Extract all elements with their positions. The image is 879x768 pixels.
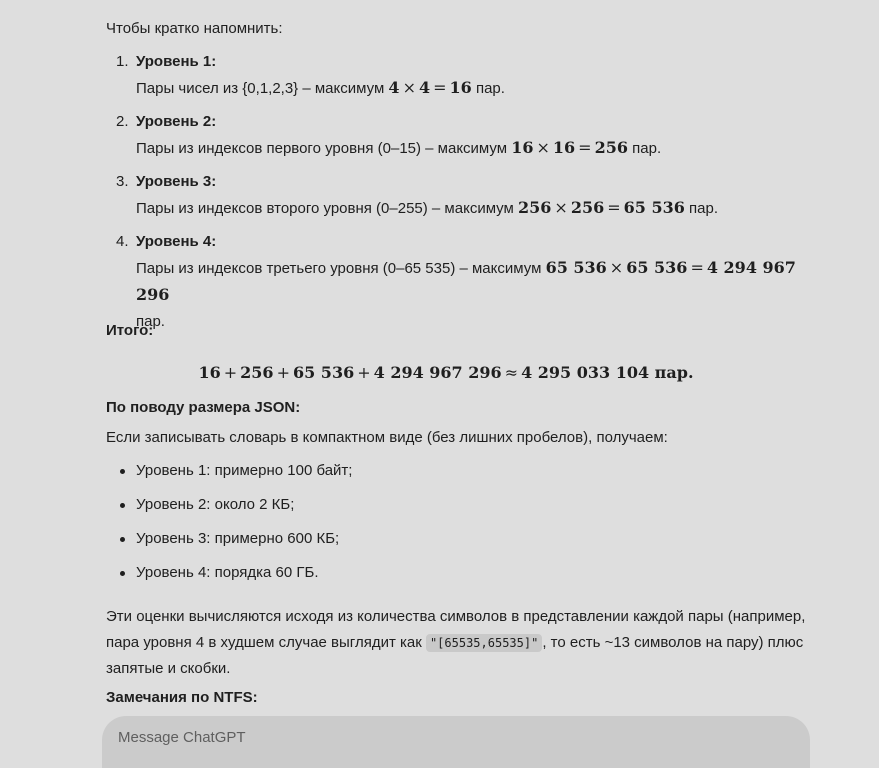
- message-composer[interactable]: [102, 716, 810, 768]
- list-item: Уровень 3: примерно 600 КБ;: [136, 526, 352, 552]
- math-result: 65 536: [623, 198, 685, 217]
- formula-operator: ≈: [504, 363, 519, 382]
- math-operator: =: [690, 258, 704, 277]
- json-size-intro: Если записывать словарь в компактном виде (без лишних пробелов), получаем:: [106, 429, 668, 446]
- list-number: 3.: [116, 173, 129, 190]
- math-operator: =: [607, 198, 621, 217]
- level-title: Уровень 4:: [136, 233, 217, 250]
- math-operator: ×: [609, 258, 624, 277]
- formula-term: 16: [198, 363, 221, 382]
- level-title: Уровень 3:: [136, 173, 217, 190]
- json-size-heading: По поводу размера JSON:: [106, 399, 301, 416]
- inline-code: "[65535,65535]": [426, 634, 542, 652]
- math-term: 16: [511, 138, 534, 157]
- math-result: 256: [594, 138, 628, 157]
- list-item-level-1: [116, 49, 806, 102]
- note-text: , то есть ~13 символов на пару) плюс запятые и скобки.: [106, 634, 804, 677]
- level-math: [511, 138, 628, 157]
- level-description: [136, 135, 806, 162]
- total-formula: [106, 360, 786, 386]
- level-suffix: пар.: [627, 140, 662, 157]
- math-term: 4: [388, 78, 400, 97]
- level-text: Пары из индексов первого уровня (0–15) – максимум: [136, 140, 512, 157]
- level-suffix: пар.: [684, 200, 719, 217]
- level-description: [136, 75, 806, 102]
- formula-operator: +: [276, 363, 290, 382]
- list-item: Уровень 1: примерно 100 байт;: [136, 458, 352, 484]
- list-item-level-2: [116, 109, 806, 162]
- formula-term: 65 536: [292, 363, 355, 382]
- estimate-note: [106, 604, 806, 682]
- math-term: 4: [418, 78, 431, 97]
- level-suffix: пар.: [471, 80, 505, 97]
- list-item: Уровень 4: порядка 60 ГБ.: [136, 560, 352, 586]
- total-heading: Итого:: [106, 322, 154, 339]
- level-description: [136, 195, 806, 222]
- note-text: Эти оценки вычисляются исходя из количества символов в представлении каждой пары (например, пара уровня 4 в худшем случае выглядит как: [106, 608, 806, 651]
- math-operator: =: [433, 78, 447, 97]
- formula-result: 4 295 033 104 пар.: [521, 363, 694, 382]
- math-term: 16: [552, 138, 576, 157]
- level-title: Уровень 1:: [136, 53, 217, 70]
- formula-operator: +: [223, 363, 238, 382]
- intro-text: Чтобы кратко напомнить:: [106, 20, 283, 37]
- math-operator: ×: [402, 78, 416, 97]
- level-description: [136, 255, 806, 309]
- list-item: Уровень 2: около 2 КБ;: [136, 492, 352, 518]
- math-term: 256: [570, 198, 605, 217]
- level-text: Пары из индексов третьего уровня (0–65 535) – максимум: [136, 260, 546, 277]
- math-result: 16: [449, 78, 472, 97]
- list-number: 1.: [116, 53, 129, 70]
- message-input[interactable]: [116, 728, 780, 747]
- math-term: 65 536: [626, 258, 688, 277]
- formula-term: 256: [240, 363, 274, 382]
- formula-operator: +: [357, 363, 371, 382]
- math-operator: =: [578, 138, 592, 157]
- math-result: 4 294 967 296: [136, 258, 796, 304]
- level-suffix: пар.: [136, 313, 165, 330]
- ntfs-heading: Замечания по NTFS:: [106, 689, 258, 706]
- math-term: 65 536: [545, 258, 607, 277]
- level-math: [518, 198, 685, 217]
- list-number: 4.: [116, 233, 129, 250]
- level-title: Уровень 2:: [136, 113, 217, 130]
- level-text: Пары чисел из {0,1,2,3} – максимум: [136, 80, 389, 97]
- sizes-list: [106, 458, 352, 594]
- level-math: [388, 78, 471, 97]
- level-text: Пары из индексов второго уровня (0–255) – максимум: [136, 200, 518, 217]
- levels-list: [106, 49, 806, 342]
- list-item-level-3: [116, 169, 806, 222]
- math-term: 256: [518, 198, 552, 217]
- formula-term: 4 294 967 296: [373, 363, 502, 382]
- list-number: 2.: [116, 113, 129, 130]
- math-operator: ×: [554, 198, 568, 217]
- math-operator: ×: [536, 138, 550, 157]
